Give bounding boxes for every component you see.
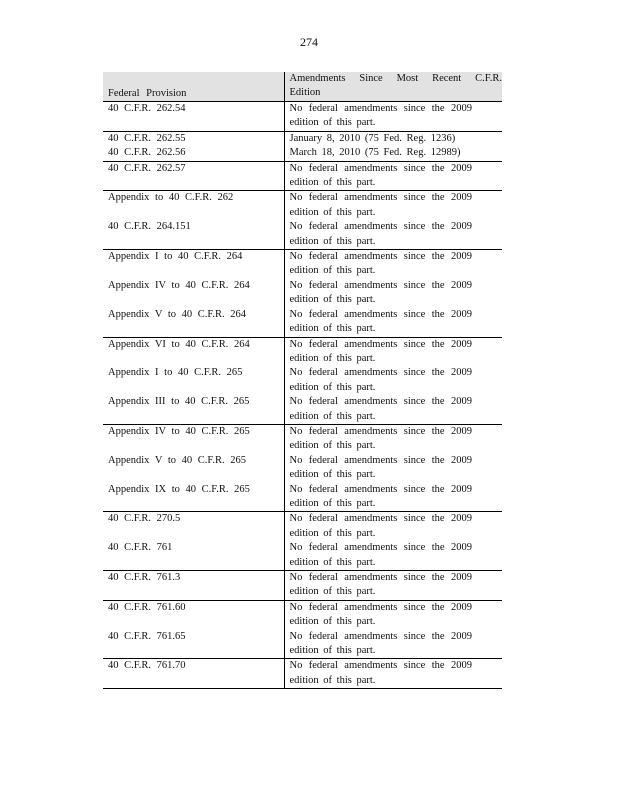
table-row (103, 308, 502, 337)
amendment-text: No federal amendments since the 2009 edition of this part. (289, 192, 472, 218)
provision-text: Appendix I to 40 C.F.R. 265 (108, 367, 243, 379)
table-row (103, 541, 502, 570)
provision-cell (103, 146, 284, 161)
amendment-cell (284, 571, 502, 601)
amendment-text: No federal amendments since the 2009 edition of this part. (289, 162, 472, 189)
table-row (103, 454, 502, 483)
provision-text: Appendix V to 40 C.F.R. 264 (108, 308, 247, 320)
provision-text: 40 C.F.R. 270.5 (108, 513, 181, 525)
provision-text: Appendix IV to 40 C.F.R. 264 (108, 279, 250, 291)
provision-cell (103, 337, 284, 366)
provision-cell (103, 630, 284, 659)
table-row (103, 146, 502, 161)
provision-text: 40 C.F.R. 262.57 (108, 162, 186, 174)
amendment-cell (284, 366, 502, 395)
amendment-text: No federal amendments since the 2009 edition of this part. (289, 367, 472, 393)
provision-text: 40 C.F.R. 761.70 (108, 660, 186, 672)
amendment-cell (284, 279, 502, 308)
table-row (103, 250, 502, 279)
amendment-cell (284, 102, 502, 132)
table-row (103, 659, 502, 689)
provision-text: 40 C.F.R. 761.60 (108, 601, 186, 613)
amendment-text: No federal amendments since the 2009 edition of this part. (289, 308, 472, 335)
provision-text: 40 C.F.R. 761.3 (108, 572, 181, 583)
provision-text: 40 C.F.R. 761.65 (108, 630, 186, 642)
amendment-cell (284, 308, 502, 337)
provision-text: Appendix IX to 40 C.F.R. 265 (108, 483, 250, 495)
amendment-text: No federal amendments since the 2009 edition of this part. (289, 454, 472, 481)
provision-cell (103, 600, 284, 629)
table-header-row (103, 72, 502, 102)
amendment-text: No federal amendments since the 2009 edition of this part. (289, 396, 472, 422)
table-row (103, 220, 502, 249)
table-row (103, 131, 502, 146)
table-row (103, 630, 502, 659)
provision-cell (103, 250, 284, 279)
table-row (103, 191, 502, 220)
provision-text: 40 C.F.R. 264.151 (108, 221, 191, 233)
amendment-text: No federal amendments since the 2009 edition of this part. (289, 630, 472, 657)
table-row (103, 337, 502, 366)
amendment-cell (284, 600, 502, 629)
provision-text: Appendix III to 40 C.F.R. 265 (108, 396, 250, 408)
provision-cell (103, 220, 284, 249)
amendment-cell (284, 161, 502, 191)
amendment-text: No federal amendments since the 2009 edition of this part. (289, 338, 472, 364)
provision-text: 40 C.F.R. 761 (108, 542, 173, 554)
provision-cell (103, 541, 284, 570)
amendment-text: No federal amendments since the 2009 edition of this part. (289, 251, 472, 277)
table-row (103, 571, 502, 601)
provision-cell (103, 424, 284, 453)
provision-cell (103, 161, 284, 191)
amendment-cell (284, 483, 502, 512)
provision-text: 40 C.F.R. 262.54 (108, 103, 186, 114)
provision-text: Appendix VI to 40 C.F.R. 264 (108, 338, 250, 350)
provision-cell (103, 366, 284, 395)
table-row (103, 161, 502, 191)
table-row (103, 395, 502, 424)
provision-cell (103, 395, 284, 424)
provision-cell (103, 279, 284, 308)
amendment-cell (284, 659, 502, 689)
provision-text: 40 C.F.R. 262.55 (108, 132, 186, 144)
amendment-text: No federal amendments since the 2009 edition of this part. (289, 103, 472, 129)
provision-cell (103, 659, 284, 689)
amendment-text: No federal amendments since the 2009 edition of this part. (289, 425, 472, 452)
amendments-table (103, 72, 502, 689)
table-row (103, 483, 502, 512)
header-federal-provision: Federal Provision (103, 72, 284, 102)
table-row (103, 366, 502, 395)
amendment-text: No federal amendments since the 2009 edition of this part. (289, 542, 472, 568)
page-number: 274 (300, 35, 318, 49)
amendment-cell (284, 424, 502, 453)
provision-text: Appendix V to 40 C.F.R. 265 (108, 454, 247, 466)
provision-text: Appendix I to 40 C.F.R. 264 (108, 251, 243, 263)
amendment-cell (284, 250, 502, 279)
amendment-text: No federal amendments since the 2009 edition of this part. (289, 221, 472, 247)
amendment-cell (284, 220, 502, 249)
amendment-cell (284, 131, 502, 146)
provision-cell (103, 191, 284, 220)
provision-cell (103, 102, 284, 132)
table-row (103, 102, 502, 132)
amendment-cell (284, 630, 502, 659)
amendment-text: No federal amendments since the 2009 edition of this part. (289, 601, 472, 628)
header-amendments: Amendments Since Most Recent C.F.R. Edition (284, 72, 502, 102)
amendment-text: January 8, 2010 (75 Fed. Reg. 1236) (289, 132, 456, 144)
provision-text: 40 C.F.R. 262.56 (108, 147, 186, 159)
table-row (103, 512, 502, 541)
provision-text: Appendix IV to 40 C.F.R. 265 (108, 425, 250, 437)
table-row (103, 279, 502, 308)
provision-cell (103, 571, 284, 601)
table-row (103, 424, 502, 453)
provision-cell (103, 454, 284, 483)
provision-cell (103, 308, 284, 337)
amendment-cell (284, 146, 502, 161)
amendment-cell (284, 191, 502, 220)
provision-text: Appendix to 40 C.F.R. 262 (108, 192, 234, 204)
amendment-cell (284, 454, 502, 483)
provision-cell (103, 131, 284, 146)
amendment-text: No federal amendments since the 2009 edition of this part. (289, 572, 472, 598)
amendment-text: March 18, 2010 (75 Fed. Reg. 12989) (289, 147, 461, 159)
amendment-text: No federal amendments since the 2009 edition of this part. (289, 279, 472, 306)
amendment-cell (284, 395, 502, 424)
amendment-text: No federal amendments since the 2009 edition of this part. (289, 513, 472, 539)
amendment-cell (284, 512, 502, 541)
amendment-cell (284, 337, 502, 366)
amendment-text: No federal amendments since the 2009 edition of this part. (289, 483, 472, 509)
provision-cell (103, 483, 284, 512)
provision-cell (103, 512, 284, 541)
table-row (103, 600, 502, 629)
amendment-text: No federal amendments since the 2009 edition of this part. (289, 660, 472, 686)
amendment-cell (284, 541, 502, 570)
